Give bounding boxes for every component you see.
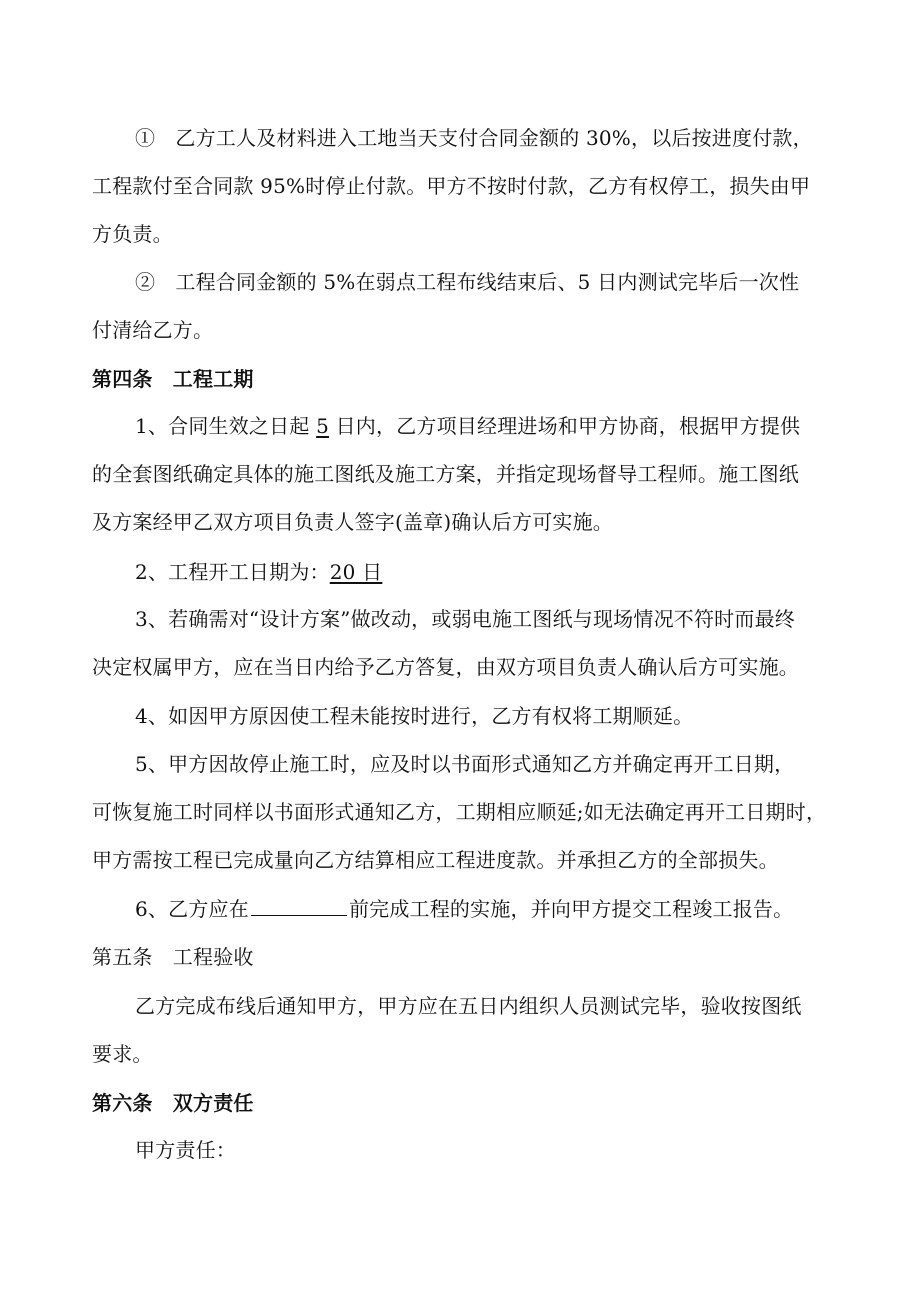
party-a-responsibilities-label: 甲方责任： [135, 1138, 236, 1162]
payment-clause-1-line-2: 工程款付至合同款 95%时停止付款。甲方不按时付款，乙方有权停工，损失由甲 [92, 174, 811, 198]
article-4-item-6 [0, 897, 920, 921]
item-1-suffix: 日内，乙方项目经理进场和甲方协商，根据甲方提供 [329, 414, 801, 438]
article-5-paragraph-line-1: 乙方完成布线后通知甲方，甲方应在五日内组织人员测试完毕，验收按图纸 [135, 994, 802, 1018]
article-5-heading: 第五条 工程验收 [92, 945, 254, 969]
item-1-prefix: 1、合同生效之日起 [135, 414, 317, 438]
article-4-item-5-line-1: 5、甲方因故停止施工时，应及时以书面形式通知乙方并确定再开工日期， [135, 752, 795, 776]
article-4-item-2 [0, 560, 920, 584]
completion-date-blank [251, 897, 347, 916]
article-4-item-1-line-2: 的全套图纸确定具体的施工图纸及施工方案，并指定现场督导工程师。施工图纸 [92, 462, 799, 486]
item-1-days-value: 5 [316, 414, 330, 438]
article-4-item-3-line-1: 3、若确需对“设计方案”做改动，或弱电施工图纸与现场情况不符时而最终 [135, 607, 795, 631]
article-4-item-5-line-2: 可恢复施工时同样以书面形式通知乙方，工期相应顺延;如无法确定再开工日期时， [92, 800, 827, 824]
article-4-item-5-line-3: 甲方需按工程已完成量向乙方结算相应工程进度款。并承担乙方的全部损失。 [92, 848, 779, 872]
payment-clause-1-line-3: 方负责。 [92, 222, 173, 246]
article-4-item-4: 4、如因甲方原因使工程未能按时进行，乙方有权将工期顺延。 [135, 704, 694, 728]
article-4-item-1-line-1 [0, 414, 920, 438]
item-2-prefix: 2、工程开工日期为： [135, 560, 330, 584]
item-6-suffix: 前完成工程的实施，并向甲方提交工程竣工报告。 [348, 897, 794, 921]
payment-clause-1-line-1: ① 乙方工人及材料进入工地当天支付合同金额的 30%，以后按进度付款， [135, 126, 813, 150]
article-6-heading: 第六条 双方责任 [92, 1091, 254, 1115]
start-date-value: 20 日 [329, 560, 383, 584]
payment-clause-2-line-2: 付清给乙方。 [92, 318, 214, 342]
article-5-paragraph-line-2: 要求。 [92, 1042, 153, 1066]
article-4-heading: 第四条 工程工期 [92, 367, 254, 391]
article-4-item-1-line-3: 及方案经甲乙双方项目负责人签字(盖章)确认后方可实施。 [92, 510, 614, 534]
article-4-item-3-line-2: 决定权属甲方，应在当日内给予乙方答复，由双方项目负责人确认后方可实施。 [92, 655, 799, 679]
item-6-prefix: 6、乙方应在 [135, 897, 249, 921]
payment-clause-2-line-1: ② 工程合同金额的 5%在弱点工程布线结束后、5 日内测试完毕后一次性 [135, 270, 800, 294]
